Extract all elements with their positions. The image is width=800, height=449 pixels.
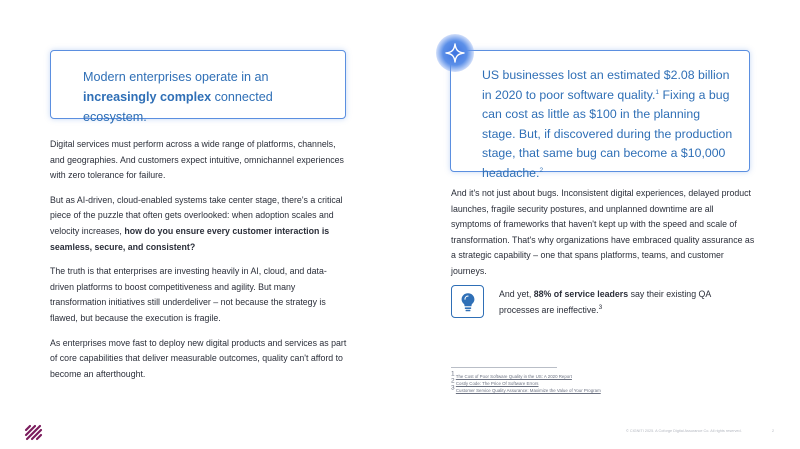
footnote-3-link[interactable]: Customer Service Quality Assurance: Maximize the Value of Your Program xyxy=(455,387,601,393)
footnote-2-number: 2 xyxy=(451,377,455,385)
lightbulb-icon xyxy=(451,285,484,318)
callout-left-bold: increasingly complex xyxy=(83,90,212,104)
paragraph-bugs: And it's not just about bugs. Inconsistent digital experiences, delayed product launches, fragile security postures, and unplanned downtime are all symptoms of frameworks that haven't kept up with the speed and scale of transformation. That's why organizations have embraced quality assurance as a strategic capability – one that spans platforms, teams, and customer journeys. xyxy=(451,188,755,276)
callout-left-text-part: Modern enterprises operate in an xyxy=(83,70,269,84)
sparkle-icon xyxy=(436,34,474,72)
footnotes xyxy=(451,370,601,394)
callout-right-text-part2: Fixing a bug can cost as little as $100 in the planning stage. But, if discovered during the production stage, that same bug can become a $10,000 headache. xyxy=(482,87,733,180)
footnote-divider xyxy=(451,367,557,368)
paragraph-platforms: Digital services must perform across a wide range of platforms, channels, and geographies. And customers expect intuitive, omnichannel experiences with zero tolerance for failure. xyxy=(50,139,344,181)
page-number: 2 xyxy=(772,429,775,433)
footnote-ref-2: 2 xyxy=(539,166,544,174)
callout-left-text xyxy=(83,67,325,127)
left-column xyxy=(50,137,350,391)
footnote-1[interactable] xyxy=(451,370,601,381)
callout-box-left xyxy=(50,50,346,124)
callout-right-text xyxy=(482,66,733,184)
brand-logo-icon xyxy=(24,424,43,441)
qa-stat-text-end: say their existing QA processes are ineffective. xyxy=(499,289,711,315)
footnote-3[interactable] xyxy=(451,384,601,395)
paragraph-investing: The truth is that enterprises are investing heavily in AI, cloud, and data-driven platforms to boost competitiveness and agility. But many transformation initiatives still underdeliver – not because the strategy is flawed, but because the execution is fragile. xyxy=(50,266,327,323)
footnote-ref-1: 1 xyxy=(655,88,660,96)
footnote-1-link[interactable]: The Cost of Poor Software Quality in the US: A 2020 Report xyxy=(455,374,572,379)
footnote-1-number: 1 xyxy=(451,370,455,378)
paragraph-ai-driven-bold: how do you ensure every customer interaction is seamless, secure, and consistent? xyxy=(50,225,330,252)
qa-stat-text xyxy=(499,287,729,318)
paragraph-ai-driven-text: But as AI-driven, cloud-enabled systems take center stage, there's a critical piece of the puzzle that often gets overlooked: when adoption scales and velocity increases, xyxy=(50,194,343,236)
right-column xyxy=(451,186,756,289)
callout-right-text-part1: US businesses lost an estimated $2.08 billion in 2020 to poor software quality. xyxy=(482,68,730,102)
footnote-3-number: 3 xyxy=(451,384,455,392)
callout-box-right xyxy=(450,50,750,180)
paragraph-ai-driven xyxy=(50,193,350,255)
qa-stat-bold: 88% of service leaders xyxy=(533,289,629,299)
callout-left-text-end: connected ecosystem. xyxy=(83,90,273,124)
footnote-ref-3: 3 xyxy=(598,303,603,311)
footer-copyright: © CIGNITI 2025. A Coforge Digital Assurance Co. All rights reserved. xyxy=(626,429,742,433)
paragraph-deploy: As enterprises move fast to deploy new digital products and services as part of core capabilities that deliver measurable outcomes, quality can't afford to become an afterthought. xyxy=(50,337,347,379)
footnote-2[interactable] xyxy=(451,377,601,388)
qa-stat-text-part: And yet, xyxy=(499,289,534,299)
footnote-2-link[interactable]: Costly Code: The Price Of Software Errors xyxy=(455,380,539,386)
